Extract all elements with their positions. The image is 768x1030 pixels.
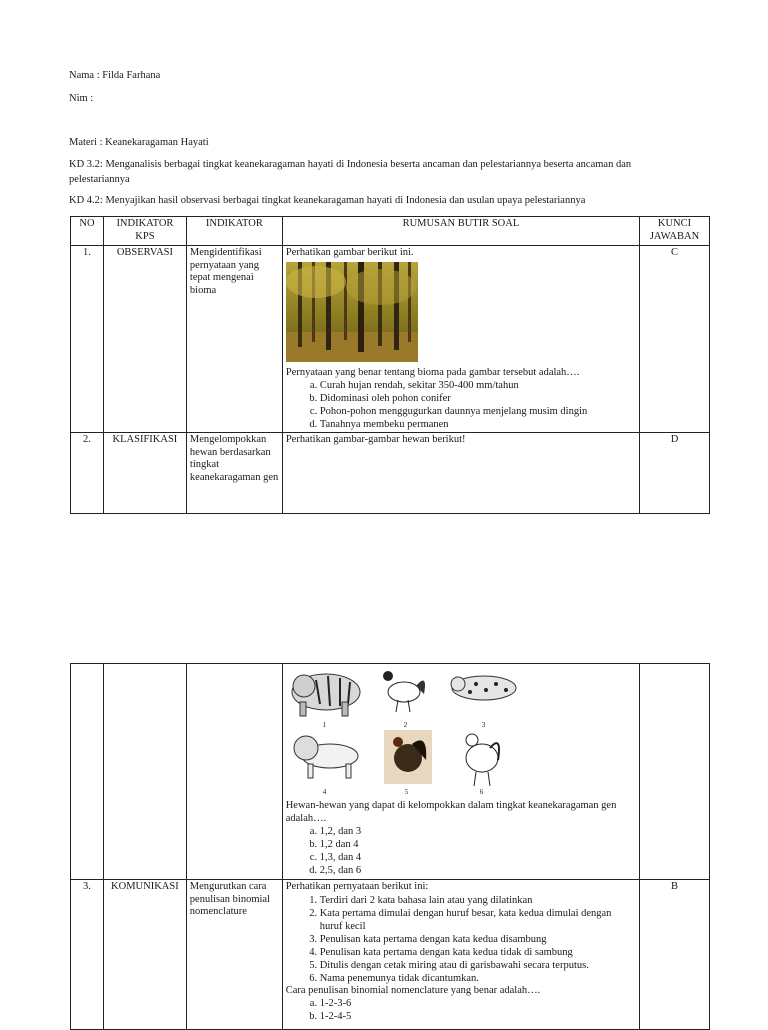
row3-indikator: Mengurutkan cara penulisan binomial nomenclature [186,880,282,1030]
header-kunci: KUNCI JAWABAN [640,217,710,246]
student-nim: Nim : [69,93,94,104]
table-row [71,246,710,433]
list-item: d. Tanahnya membeku permanen [320,418,636,431]
row3-kunci: B [640,880,710,1030]
kd32-line2: pelestariannya [69,174,130,185]
row2-intro: Perhatikan gambar-gambar hewan berikut! [282,433,639,514]
row1-kps: OBSERVASI [103,246,186,433]
animal-label-5: 5 [404,788,409,796]
list-item: 4. Penulisan kata pertama dengan kata kedua tidak di sambung [320,946,636,959]
list-item: c. 1,3, dan 4 [320,851,636,864]
forest-image [286,262,636,362]
row3-no: 3. [71,880,104,1030]
row1-options [286,379,636,431]
list-item: 6. Nama penemunya tidak dicantumkan. [320,972,636,985]
row1-no: 1. [71,246,104,433]
leopard-image [451,676,516,700]
row1-indikator: Mengidentifikasi pernyataan yang tepat mengenai bioma [186,246,282,433]
row3-rumusan [282,880,639,1030]
row3-kps: KOMUNIKASI [103,880,186,1030]
header-indikator: INDIKATOR [186,217,282,246]
animal-label-6: 6 [479,788,484,796]
row3-statements [286,894,636,985]
table-row [71,433,710,514]
list-item: 5. Ditulis dengan cetak miring atau di garisbawahi secara terputus. [320,959,636,972]
rooster-image-5 [384,730,432,784]
row3-options [286,997,636,1023]
list-item: b. Didominasi oleh pohon conifer [320,392,636,405]
row2-question: Hewan-hewan yang dapat di kelompokkan dalam tingkat keanekaragaman gen adalah…. [285,800,617,824]
student-name: Nama : Filda Farhana [69,70,161,81]
row2-cont-kunci [640,664,710,880]
row1-kunci: C [640,246,710,433]
row2-cont-no [71,664,104,880]
row2-cont-rumusan [282,664,639,880]
row1-question: Pernyataan yang benar tentang bioma pada gambar tersebut adalah…. [285,366,580,378]
table-header-row [71,217,710,246]
animal-label-1: 1 [322,721,327,729]
question-table-part2 [70,663,710,1030]
row1-rumusan [282,246,639,433]
row2-options [286,825,636,877]
kd32-line1: KD 3.2: Menganalisis berbagai tingkat keanekaragaman hayati di Indonesia beserta ancaman dan pelestariannya beserta ancaman dan [69,159,632,170]
row3-intro: Perhatikan pernyataan berikut ini: [285,881,429,892]
animal-images [286,664,636,800]
row2-kps: KLASIFIKASI [103,433,186,514]
list-item: 3. Penulisan kata pertama dengan kata kedua disambung [320,933,636,946]
row1-intro: Perhatikan gambar berikut ini. [285,247,414,258]
list-item: a. Curah hujan rendah, sekitar 350-400 mm/tahun [320,379,636,392]
row2-indikator: Mengelompokkan hewan berdasarkan tingkat keanekaragaman gen [186,433,282,514]
animal-label-3: 3 [481,721,486,729]
row2-cont-indikator [186,664,282,880]
list-item: c. Pohon-pohon menggugurkan daunnya menjelang musim dingin [320,405,636,418]
header-no: NO [71,217,104,246]
animal-label-2: 2 [403,721,408,729]
row3-question: Cara penulisan binomial nomenclature yang benar adalah…. [285,984,541,996]
kd42-line: KD 4.2: Menyajikan hasil observasi berbagai tingkat keanekaragaman hayati di Indonesia dan usulan upaya pelestariannya [69,195,586,206]
table-row [71,664,710,880]
question-table-part1 [70,216,710,514]
row2-no: 2. [71,433,104,514]
list-item: b. 1-2-4-5 [320,1010,636,1023]
animal-label-4: 4 [322,788,327,796]
materi-line: Materi : Keanekaragaman Hayati [69,137,209,148]
header-kps: INDIKATOR KPS [103,217,186,246]
row2-cont-kps [103,664,186,880]
list-item: 1. Terdiri dari 2 kata bahasa lain atau yang dilatinkan [320,894,636,907]
list-item: d. 2,5, dan 6 [320,864,636,877]
table-row [71,880,710,1030]
row2-kunci: D [640,433,710,514]
list-item: 2. Kata pertama dimulai dengan huruf besar, kata kedua dimulai dengan huruf kecil [320,907,636,933]
list-item: a. 1-2-3-6 [320,997,636,1010]
list-item: a. 1,2, dan 3 [320,825,636,838]
header-rumusan: RUMUSAN BUTIR SOAL [282,217,639,246]
list-item: b. 1,2 dan 4 [320,838,636,851]
